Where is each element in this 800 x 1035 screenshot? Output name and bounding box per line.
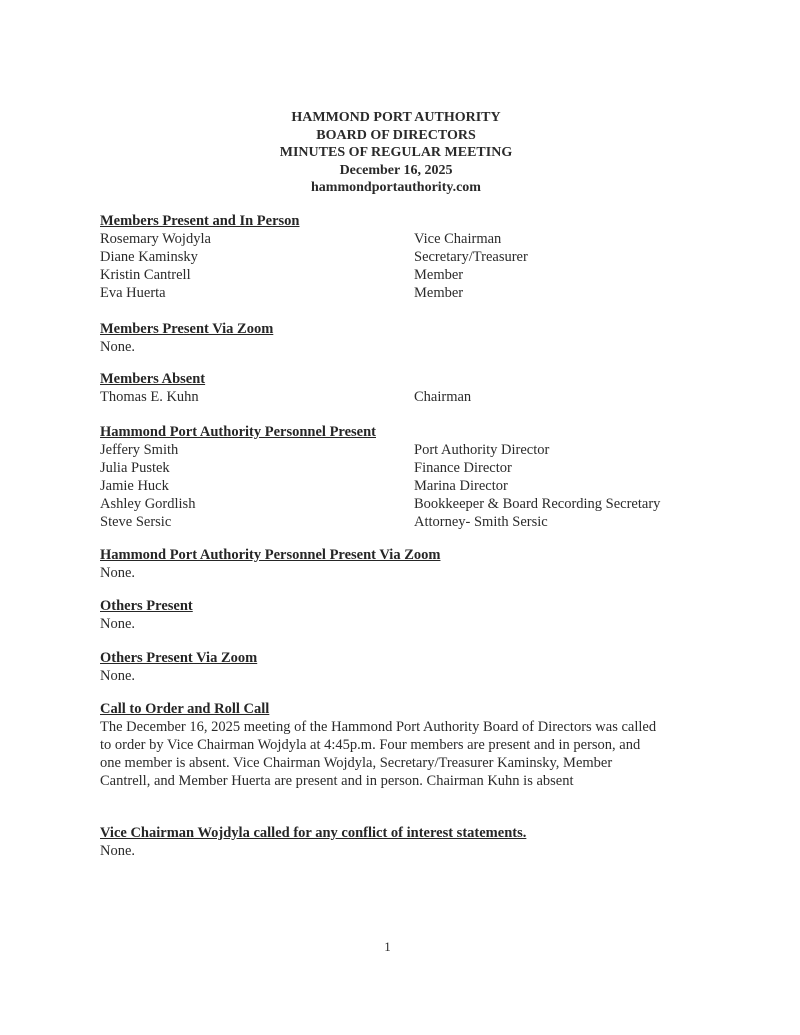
others-present-text: None. <box>100 616 136 632</box>
member-row <box>100 230 720 248</box>
personnel-role: Attorney- Smith Sersic <box>414 514 548 530</box>
org-title: HAMMOND PORT AUTHORITY <box>291 110 501 125</box>
personnel-role: Finance Director <box>414 460 512 476</box>
member-role: Secretary/Treasurer <box>414 249 528 265</box>
personnel-row <box>100 513 720 531</box>
member-role: Chairman <box>414 389 472 405</box>
personnel-role: Port Authority Director <box>414 442 550 458</box>
members-zoom-text: None. <box>100 339 136 355</box>
member-name: Eva Huerta <box>100 285 166 301</box>
personnel-row <box>100 459 720 477</box>
call-to-order-line: The December 16, 2025 meeting of the Hammond Port Authority Board of Directors was called <box>100 719 657 735</box>
meeting-date: December 16, 2025 <box>339 162 453 178</box>
conflict-text: None. <box>100 843 136 859</box>
call-to-order-line: one member is absent. Vice Chairman Wojdyla, Secretary/Treasurer Kaminsky, Member <box>100 755 613 771</box>
personnel-role: Bookkeeper & Board Recording Secretary <box>414 496 661 512</box>
members-present-heading: Members Present and In Person <box>100 213 300 229</box>
member-role: Vice Chairman <box>414 231 502 247</box>
call-to-order-section <box>100 700 740 790</box>
call-to-order-heading: Call to Order and Roll Call <box>100 701 270 717</box>
page-number: 1 <box>384 939 391 954</box>
personnel-zoom-text: None. <box>100 565 136 581</box>
personnel-name: Jamie Huck <box>100 478 169 494</box>
personnel-name: Julia Pustek <box>100 460 170 476</box>
personnel-name: Jeffery Smith <box>100 442 179 458</box>
others-zoom-section <box>100 649 720 685</box>
conflict-section <box>100 824 720 860</box>
member-name: Kristin Cantrell <box>100 267 191 283</box>
personnel-present-heading: Hammond Port Authority Personnel Present <box>100 424 377 440</box>
members-absent-heading: Members Absent <box>100 371 206 387</box>
personnel-row <box>100 441 720 459</box>
members-zoom-heading: Members Present Via Zoom <box>100 321 274 337</box>
others-present-section <box>100 597 720 633</box>
board-title: BOARD OF DIRECTORS <box>316 127 476 143</box>
personnel-name: Ashley Gordlish <box>100 496 196 512</box>
personnel-row <box>100 477 720 495</box>
conflict-heading: Vice Chairman Wojdyla called for any conflict of interest statements. <box>100 825 527 841</box>
personnel-zoom-section <box>100 546 720 582</box>
member-row <box>100 248 720 266</box>
member-name: Diane Kaminsky <box>100 249 198 265</box>
personnel-role: Marina Director <box>414 478 508 494</box>
document-header <box>0 109 792 197</box>
member-name: Thomas E. Kuhn <box>100 389 199 405</box>
member-row <box>100 388 720 406</box>
member-name: Rosemary Wojdyla <box>100 231 211 247</box>
call-to-order-line: Cantrell, and Member Huerta are present and in person. Chairman Kuhn is absent <box>100 773 574 789</box>
minutes-title: MINUTES OF REGULAR MEETING <box>279 145 513 160</box>
members-present-section <box>100 212 720 302</box>
member-row <box>100 284 720 302</box>
members-zoom-section <box>100 320 720 356</box>
others-zoom-text: None. <box>100 668 136 684</box>
call-to-order-line: to order by Vice Chairman Wojdyla at 4:45p.m. Four members are present and in person, and <box>100 737 641 753</box>
personnel-present-section <box>100 423 720 531</box>
members-absent-section <box>100 370 720 406</box>
others-zoom-heading: Others Present Via Zoom <box>100 650 258 666</box>
personnel-name: Steve Sersic <box>100 514 172 530</box>
personnel-zoom-heading: Hammond Port Authority Personnel Present Via Zoom <box>100 547 441 563</box>
member-role: Member <box>414 267 464 283</box>
others-present-heading: Others Present <box>100 598 193 614</box>
member-row <box>100 266 720 284</box>
member-role: Member <box>414 285 464 301</box>
personnel-row <box>100 495 720 513</box>
website: hammondportauthority.com <box>311 180 481 195</box>
